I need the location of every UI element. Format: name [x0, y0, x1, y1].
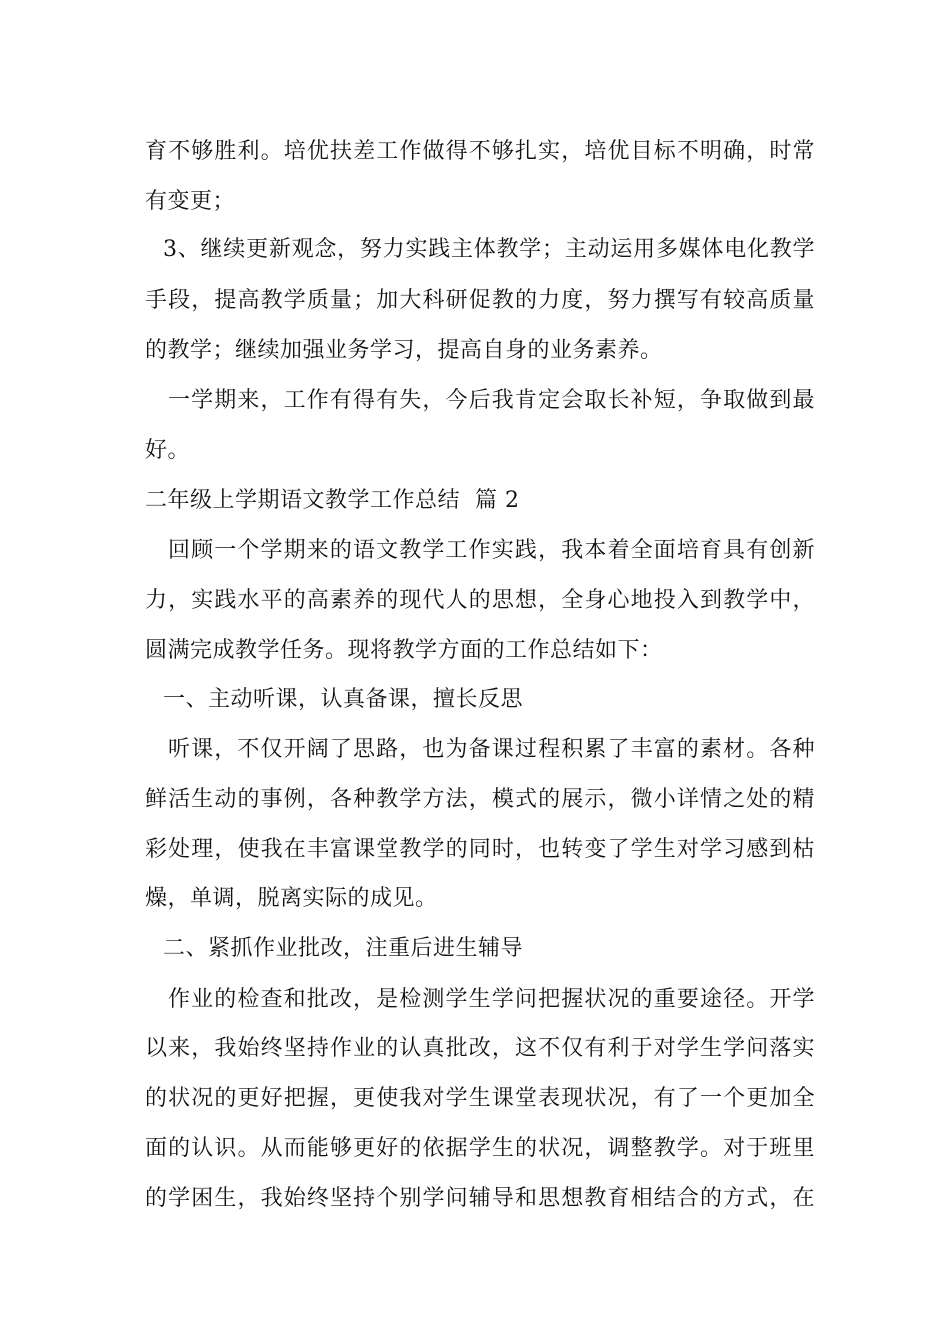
- text-line: 有变更；: [145, 189, 236, 214]
- text-line: 燥，单调，脱离实际的成见。: [145, 886, 438, 911]
- text-line: 鲜活生动的事例，各种教学方法，模式的展示，微小详情之处的精: [145, 787, 815, 812]
- text-line: 彩处理，使我在丰富课堂教学的同时，也转变了学生对学习感到枯: [145, 837, 815, 862]
- text-line: 的教学；继续加强业务学习，提高自身的业务素养。: [145, 338, 663, 363]
- text-line: 面的认识。从而能够更好的依据学生的状况，调整教学。对于班里: [145, 1136, 815, 1161]
- section-heading: 二年级上学期语文教学工作总结 篇 2: [145, 488, 520, 513]
- text-line: 回顾一个学期来的语文教学工作实践，我本着全面培育具有创新: [168, 538, 815, 563]
- text-line: 的状况的更好把握，更使我对学生课堂表现状况，有了一个更加全: [145, 1086, 815, 1111]
- text-line: 3、继续更新观念，努力实践主体教学；主动运用多媒体电化教学: [163, 237, 815, 262]
- text-line: 手段，提高教学质量；加大科研促教的力度，努力撰写有较高质量: [145, 288, 815, 313]
- text-line: 的学困生，我始终坚持个别学问辅导和思想教育相结合的方式，在: [145, 1186, 815, 1211]
- text-line: 一学期来，工作有得有失，今后我肯定会取长补短，争取做到最: [168, 388, 815, 413]
- text-line: 力，实践水平的高素养的现代人的思想，全身心地投入到教学中，: [145, 588, 815, 613]
- text-line: 作业的检查和批改，是检测学生学问把握状况的重要途径。开学: [168, 987, 815, 1012]
- text-line: 圆满完成教学任务。现将教学方面的工作总结如下：: [145, 638, 663, 663]
- text-line: 好。: [145, 438, 191, 463]
- subheading: 二、紧抓作业批改，注重后进生辅导: [163, 936, 524, 961]
- text-line: 以来，我始终坚持作业的认真批改，这不仅有利于对学生学问落实: [145, 1036, 815, 1061]
- subheading: 一、主动听课，认真备课，擅长反思: [163, 687, 524, 712]
- text-line: 育不够胜利。培优扶差工作做得不够扎实，培优目标不明确，时常: [145, 139, 815, 164]
- text-line: 听课，不仅开阔了思路，也为备课过程积累了丰富的素材。各种: [168, 737, 815, 762]
